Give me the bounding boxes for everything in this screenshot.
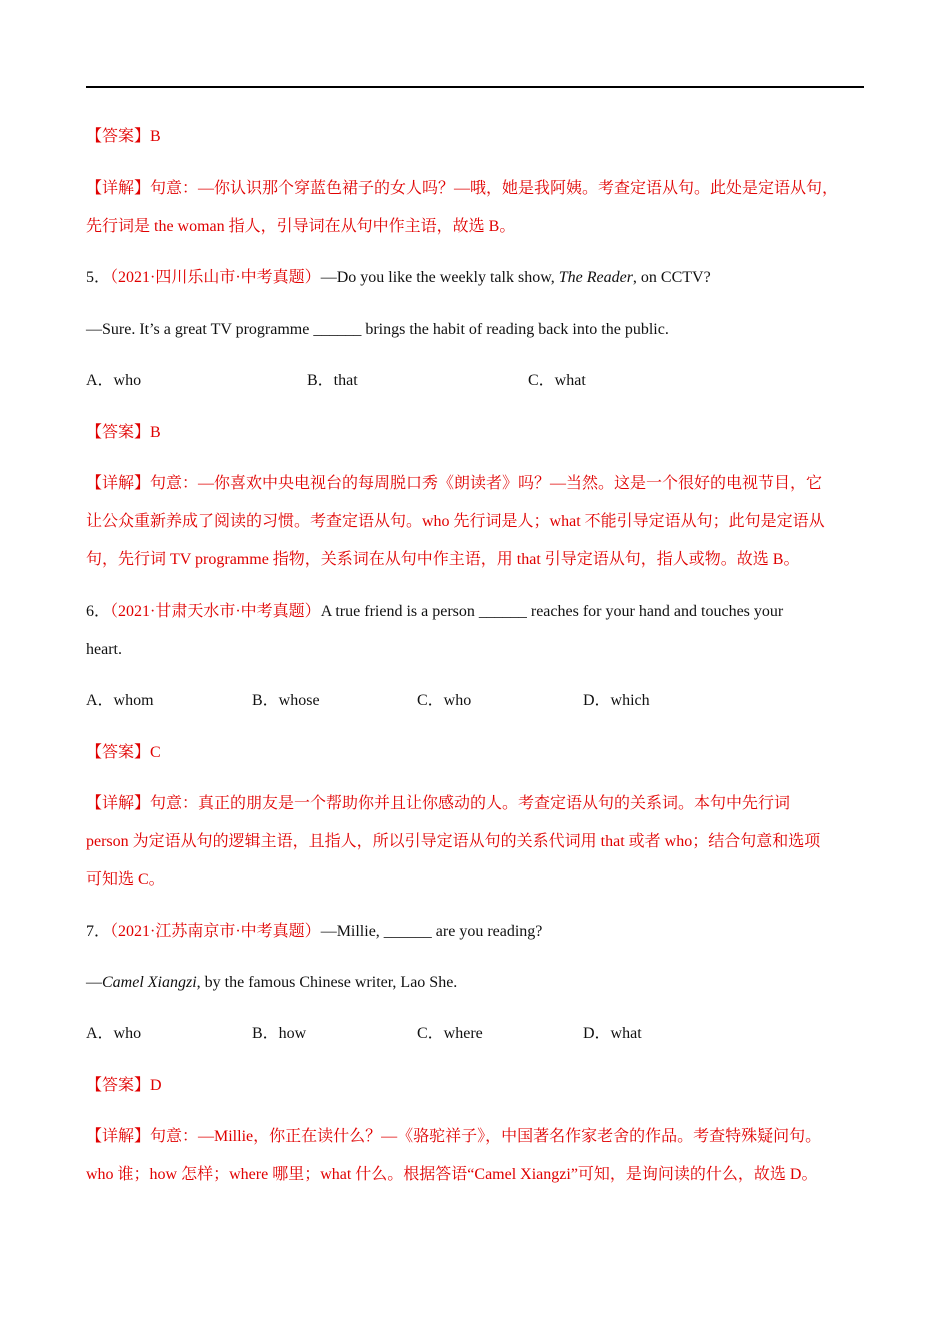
q6-option-c: C．who	[417, 692, 472, 709]
q6-option-d: D．which	[583, 692, 650, 709]
q7-stem-text: —Millie, ______ are you reading?	[320, 923, 543, 940]
q5-detail-line3: 句，先行词 TV programme 指物，关系词在从句中作主语，用 that 引导定语从句，指人或物。故选 B。	[86, 551, 800, 568]
q7-stem-line2	[86, 973, 457, 993]
q5-show-title: The Reader	[558, 269, 633, 286]
q5-option-c: C．what	[528, 372, 586, 389]
q7-option-a: A．who	[86, 1025, 142, 1042]
q6-detail-line3: 可知选 C。	[86, 871, 165, 888]
q5-stem-line2: —Sure. It’s a great TV programme ______ brings the habit of reading back into the public.	[86, 321, 669, 338]
header-rule	[86, 86, 864, 88]
q7-number: 7．	[86, 923, 111, 940]
q7-dash: —	[86, 974, 102, 991]
q7-source: （2021·江苏南京市·中考真题）	[110, 923, 321, 940]
q4-answer: 【答案】B	[86, 128, 161, 145]
q6-stem-text: A true friend is a person ______ reaches for your hand and touches your	[320, 603, 784, 620]
q5-option-a: A．who	[86, 372, 142, 389]
q5-stem-text: —Do you like the weekly talk show,	[320, 269, 559, 286]
q6-stem-line1	[86, 602, 783, 622]
q5-detail-line2: 让公众重新养成了阅读的习惯。考查定语从句。who 先行词是人；what 不能引导定语从句；此句是定语从	[86, 513, 825, 530]
q7-option-c: C．where	[417, 1025, 483, 1042]
q5-answer: 【答案】B	[86, 424, 161, 441]
q7-book-title: Camel Xiangzi	[102, 974, 197, 991]
q7-option-d: D．what	[583, 1025, 642, 1042]
q7-stem-rest: , by the famous Chinese writer, Lao She.	[196, 974, 458, 991]
q6-stem-line2: heart.	[86, 641, 122, 658]
q7-stem-line1	[86, 922, 542, 942]
q6-detail-line1: 【详解】句意：真正的朋友是一个帮助你并且让你感动的人。考查定语从句的关系词。本句中先行词	[86, 795, 791, 812]
q4-detail-line1: 【详解】句意：—你认识那个穿蓝色裙子的女人吗？—哦，她是我阿姨。考查定语从句。此处是定语从句，	[86, 180, 839, 197]
q6-detail-line2: person 为定语从句的逻辑主语，且指人，所以引导定语从句的关系代词用 that 或者 who；结合句意和选项	[86, 833, 821, 850]
q5-option-b: B．that	[307, 372, 358, 389]
q6-source: （2021·甘肃天水市·中考真题）	[110, 603, 321, 620]
q6-answer: 【答案】C	[86, 744, 161, 761]
q5-stem-tail: , on CCTV?	[632, 269, 711, 286]
q6-option-a: A．whom	[86, 692, 154, 709]
q6-option-b: B．whose	[252, 692, 320, 709]
q7-option-b: B．how	[252, 1025, 307, 1042]
q5-source: （2021·四川乐山市·中考真题）	[110, 269, 321, 286]
q4-detail-line2: 先行词是 the woman 指人，引导词在从句中作主语，故选 B。	[86, 218, 516, 235]
q7-detail-line2: who 谁；how 怎样；where 哪里；what 什么。根据答语“Camel Xiangzi”可知，是询问读的什么，故选 D。	[86, 1166, 818, 1183]
q6-number: 6．	[86, 603, 111, 620]
q5-number: 5．	[86, 269, 111, 286]
q5-detail-line1: 【详解】句意：—你喜欢中央电视台的每周脱口秀《朗读者》吗？—当然。这是一个很好的电视节目，它	[86, 475, 823, 492]
q5-stem-line1	[86, 268, 711, 288]
q7-answer: 【答案】D	[86, 1077, 162, 1094]
q7-detail-line1: 【详解】句意：—Millie，你正在读什么？—《骆驼祥子》，中国著名作家老舍的作品。考查特殊疑问句。	[86, 1128, 822, 1145]
